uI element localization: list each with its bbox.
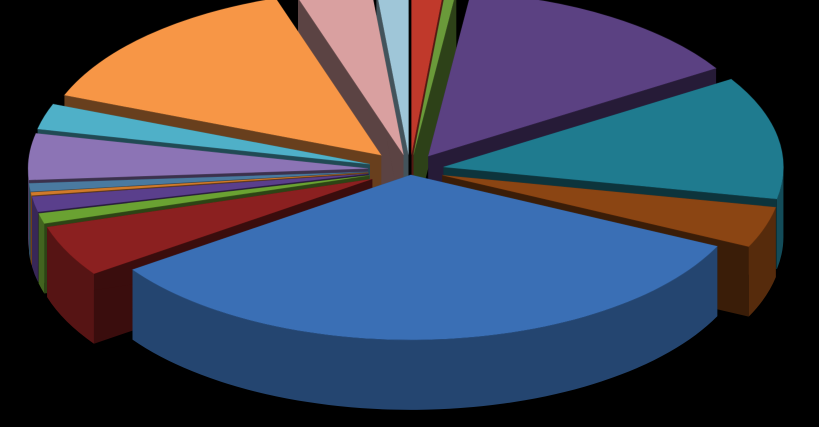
pie-slice-8-side	[39, 214, 45, 294]
pie-slice-11-side	[29, 183, 31, 261]
pie-slices	[28, 0, 783, 410]
pie-slice-12-side	[28, 169, 29, 250]
pie-slice-10-side	[31, 192, 32, 265]
